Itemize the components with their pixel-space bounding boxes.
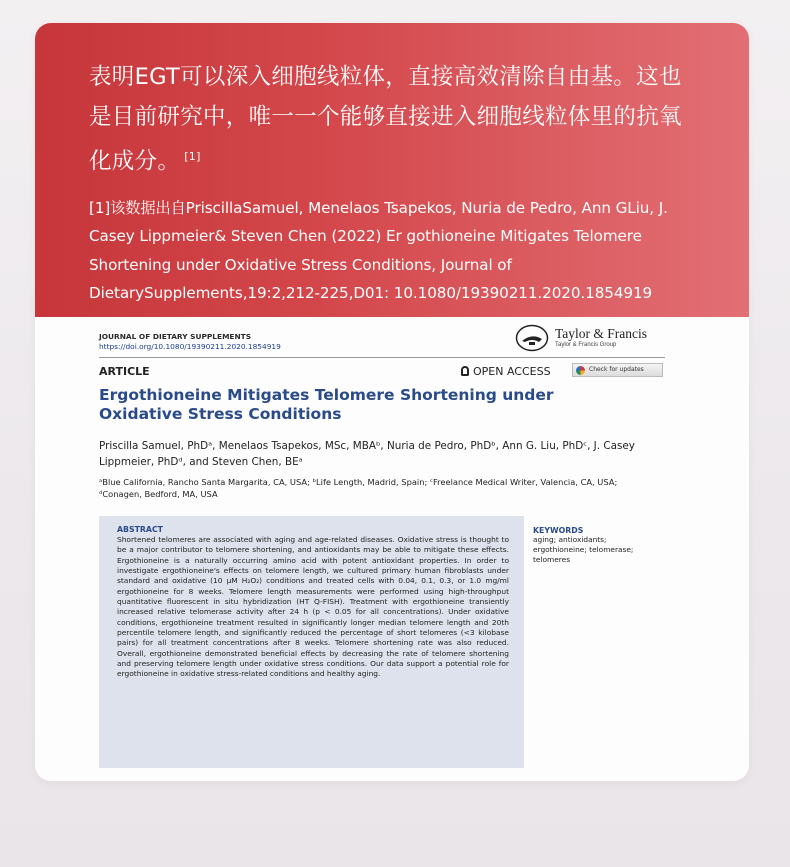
paper-affiliations: ᵃBlue California, Rancho Santa Margarita, CA, USA; ᵇLife Length, Madrid, Spain; ᶜFreelance Medical Writer, Valencia, CA, USA; ᵈConagen, Bedford, MA, USA [99, 477, 618, 499]
journal-name: JOURNAL OF DIETARY SUPPLEMENTS [99, 332, 252, 341]
check-updates-icon [576, 366, 585, 375]
publisher-lamp-icon [515, 324, 549, 352]
claim-sentence: 表明EGT可以深入细胞线粒体，直接高效清除自由基。这也是目前研究中，唯一一个能够直接进入细胞线粒体里的抗氧化成分。 [89, 64, 682, 175]
article-label: ARTICLE [99, 365, 150, 378]
paper-screenshot [35, 317, 749, 781]
paper-authors: Priscilla Samuel, PhDᵃ, Menelaos Tsapekos, MSc, MBAᵇ, Nuria de Pedro, PhDᵇ, Ann G. Liu, PhDᶜ, J. Casey Lippmeier, PhDᵈ, and Steven Chen, BEᵃ [99, 440, 635, 468]
header-divider [99, 357, 665, 358]
abstract-text: Shortened telomeres are associated with aging and age-related diseases. Oxidative stress is thought to be a major contributor to telomere shortening, and antioxidants may be able to mitigate these effects. Ergothioneine is a naturally occurring amino acid with potent antioxidant properties. In order to investigate ergothioneine's effects on telomere length, we cultured primary human fibroblasts under standard and oxidative (10 μM H₂O₂) conditions and treated cells with 0.04, 0.1, 0.3, or 1.0 mg/ml ergothioneine for 8 weeks. Telomere length measurements were performed using high-throughput quantitative fluorescent in situ hybridization (HT Q-FISH). Treatment with ergothioneine transiently increased relative telomerase activity after 24 h (p < 0.05 for all concentrations). Under oxidative conditions, ergothioneine treatment resulted in significantly longer median telomere length and 20th percentile telomere length, and significantly reduced the percentage of short telomeres (<3 kilobase pairs) for all treatment concentrations after 8 weeks. Telomere shortening rate was also reduced. Overall, ergothioneine demonstrated beneficial effects by decreasing the rate of telomere shortening and preserving telomere length under oxidative stress conditions. Our data support a potential role for ergothioneine in oxidative stress-related conditions and healthy aging. [117, 535, 509, 679]
publisher-group: Taylor & Francis Group [555, 342, 617, 348]
keywords-heading: KEYWORDS [533, 526, 584, 535]
keywords-block [533, 526, 653, 566]
abstract-heading: ABSTRACT [117, 525, 163, 534]
abstract-box [99, 516, 524, 768]
publisher-logo [515, 322, 675, 354]
check-updates-badge [572, 363, 663, 377]
keywords-text: aging; antioxidants; ergothioneine; telomerase; telomeres [533, 535, 634, 565]
claim-text [89, 57, 697, 182]
publisher-name: Taylor & Francis [555, 326, 648, 341]
paper-title: Ergothioneine Mitigates Telomere Shortening under Oxidative Stress Conditions [99, 386, 554, 423]
open-access-label [461, 365, 551, 378]
claim-reference-mark: [1] [184, 150, 201, 163]
claim-banner [35, 23, 749, 317]
open-lock-icon [461, 366, 469, 376]
open-access-text: OPEN ACCESS [473, 365, 551, 378]
content-card [35, 23, 749, 781]
citation-text: [1]该数据出自PriscillaSamuel, Menelaos Tsapekos, Nuria de Pedro, Ann GLiu, J. Casey Lippmeier& Steven Chen (2022) Er gothioneine Mitigates Telomere Shortening under Oxidative Stress Conditions, Journal of DietarySupplements,19:2,212-225,D01: 10.1080/19390211.2020.1854919 [89, 198, 668, 302]
check-updates-text: Check for updates [589, 366, 644, 373]
doi-link: https://doi.org/10.1080/19390211.2020.1854919 [99, 342, 281, 351]
